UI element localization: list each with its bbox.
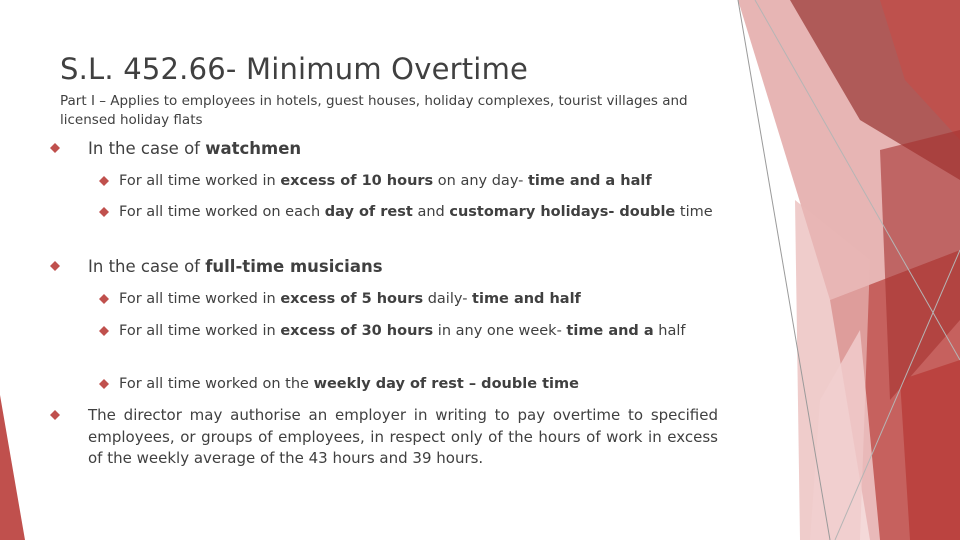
bullet-bold: full-time musicians	[205, 257, 383, 276]
diamond-bullet-icon	[99, 207, 109, 217]
bullet-director	[88, 405, 718, 470]
text: For all time worked in	[119, 323, 281, 339]
bullet-watchmen	[88, 138, 301, 159]
bold-text: excess of 10 hours	[280, 173, 434, 189]
text: For all time worked in	[119, 291, 281, 307]
bold-text: time and a	[566, 323, 654, 339]
sub-bullet-watchmen-2	[119, 202, 719, 223]
bold-text: excess of 30 hours	[280, 323, 434, 339]
text: and	[412, 204, 450, 220]
slide-title: S.L. 452.66- Minimum Overtime	[60, 52, 529, 86]
diamond-bullet-icon	[50, 410, 60, 420]
bold-text: time and a half	[528, 173, 652, 189]
diamond-bullet-icon	[50, 261, 60, 271]
diamond-bullet-icon	[50, 143, 60, 153]
bold-text: excess of 5 hours	[280, 291, 424, 307]
bullet-prefix: In the case of	[88, 257, 206, 276]
sub-bullet-musicians-3	[119, 374, 719, 395]
sub-bullet-musicians-1	[119, 289, 719, 310]
sub-bullet-watchmen-1	[119, 171, 719, 192]
diamond-bullet-icon	[99, 379, 109, 389]
sub-bullet-musicians-2	[119, 321, 719, 342]
bullet-prefix: In the case of	[88, 139, 206, 158]
text: half	[653, 323, 686, 339]
text: For all time worked in	[119, 173, 281, 189]
diamond-bullet-icon	[99, 294, 109, 304]
bullet-musicians	[88, 256, 383, 277]
bullet-bold: watchmen	[205, 139, 302, 158]
text: time	[675, 204, 713, 220]
diamond-bullet-icon	[99, 176, 109, 186]
bold-text: weekly day of rest – double time	[313, 376, 579, 392]
bold-text: time and half	[472, 291, 581, 307]
slide-subtitle: Part I – Applies to employees in hotels, guest houses, holiday complexes, tourist villages and licensed holiday flats	[60, 93, 688, 128]
text: daily-	[423, 291, 473, 307]
bold-text: customary holidays- double	[449, 204, 676, 220]
text: For all time worked on the	[119, 376, 314, 392]
diamond-bullet-icon	[99, 326, 109, 336]
text: For all time worked on each	[119, 204, 325, 220]
text: on any day-	[433, 173, 528, 189]
text: in any one week-	[433, 323, 567, 339]
bold-text: day of rest	[324, 204, 413, 220]
director-paragraph: The director may authorise an employer in writing to pay overtime to specified employees, or groups of employees, in respect only of the hours of work in excess of the weekly average of the 43 hours and 39 hours.	[88, 406, 718, 467]
